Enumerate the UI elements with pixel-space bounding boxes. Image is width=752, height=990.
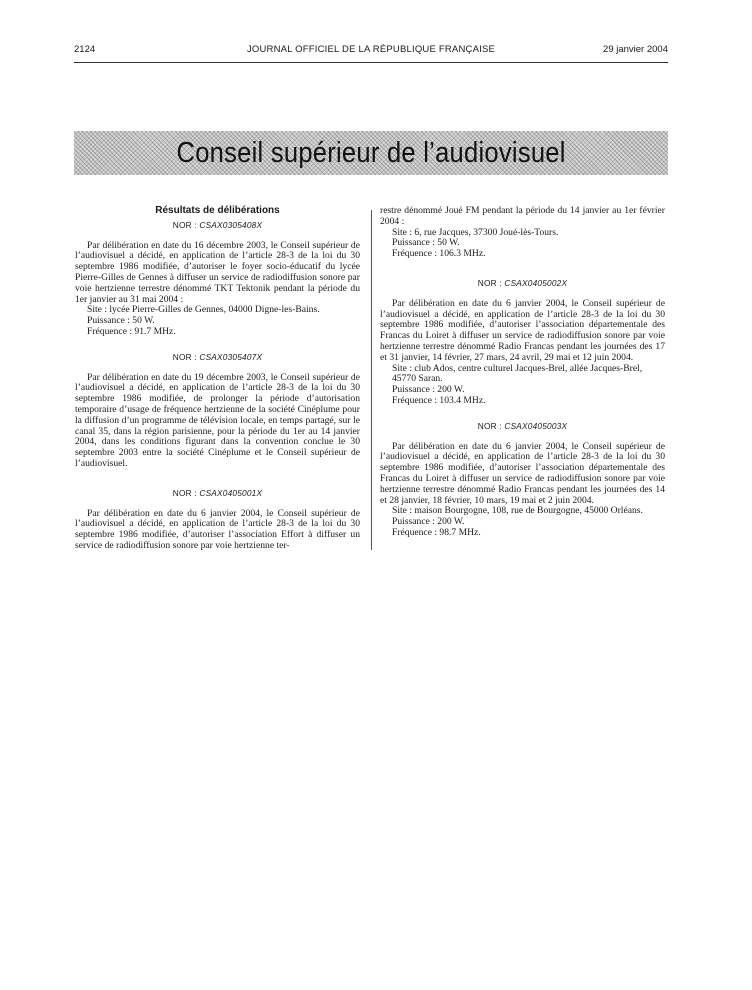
continued-paragraph: restre dénommé Joué FM pendant la période du 14 janvier au 1er février 2004 : [380, 205, 665, 227]
nor-code: CSAX0405001X [199, 487, 263, 498]
nor-code: CSAX0405003X [504, 420, 568, 431]
nor-reference [75, 220, 360, 231]
power-line: Puissance : 200 W. [392, 384, 465, 396]
nor-label: NOR : [172, 351, 197, 362]
deliberation-paragraph: Par délibération en date du 19 décembre 2003, le Conseil supérieur de l’audiovisuel a décidé, en application de l’article 28-3 de la loi du 30 septembre 1986 modifiée, de prolonger la période d’autorisation temporaire d’usage de fréquence hertzienne de la société Cinéplume pour la diffusion d’un programme de télévision locale, en temps partagé, sur le canal 35, dans la région parisienne, pour la période du 1er au 14 janvier 2004, dans les conditions figurant dans la convention conclue le 30 septembre 2003 entre la société Cinéplume et le Conseil supérieur de l’audiovisuel. [75, 371, 360, 469]
section-banner [74, 131, 668, 175]
nor-reference [380, 278, 665, 289]
page-number: 2124 [74, 44, 96, 55]
nor-reference [75, 488, 360, 499]
frequency-line: Fréquence : 98.7 MHz. [392, 526, 481, 538]
nor-reference [75, 352, 360, 363]
site-line: Site : maison Bourgogne, 108, rue de Bourgogne, 45000 Orléans. [392, 505, 643, 517]
nor-code: CSAX0405002X [504, 277, 568, 288]
site-line: Site : lycée Pierre-Gilles de Gennes, 04000 Digne-les-Bains. [87, 304, 320, 316]
power-line: Puissance : 200 W. [392, 516, 465, 528]
deliberation-paragraph: Par délibération en date du 6 janvier 2004, le Conseil supérieur de l’audiovisuel a décidé, en application de l’article 28-3 de la loi du 30 septembre 1986 modifiée, d’autoriser l’association départementale des Francas du Loiret à diffuser un service de radiodiffusion sonore par voie hertzienne terrestre dénommé Radio Francas pendant les journées des 14 et 28 janvier, 18 février, 10 mars, 19 mai et 2 juin 2004. [380, 440, 665, 506]
nor-code: CSAX0305408X [199, 219, 263, 230]
column-divider [371, 210, 372, 550]
deliberation-paragraph: Par délibération en date du 6 janvier 2004, le Conseil supérieur de l’audiovisuel a décidé, en application de l’article 28-3 de la loi du 30 septembre 1986 modifiée, d’autoriser l’association Effort à diffuser un service de radiodiffusion sonore par voie hertzienne ter- [75, 507, 360, 551]
nor-label: NOR : [172, 219, 197, 230]
nor-reference [380, 421, 665, 432]
nor-label: NOR : [477, 420, 502, 431]
nor-label: NOR : [477, 277, 502, 288]
power-line: Puissance : 50 W. [392, 237, 460, 249]
frequency-line: Fréquence : 91.7 MHz. [87, 325, 176, 337]
site-line: Site : club Ados, centre culturel Jacques-Brel, allée Jacques-Brel, 45770 Saran. [392, 362, 643, 385]
site-line: Site : 6, rue Jacques, 37300 Joué-lès-Tours. [392, 226, 559, 238]
header-rule [74, 62, 668, 63]
nor-label: NOR : [172, 487, 197, 498]
publication-date: 29 janvier 2004 [603, 44, 668, 55]
right-column [380, 206, 665, 539]
left-column [75, 206, 360, 552]
journal-title: JOURNAL OFFICIEL DE LA RÉPUBLIQUE FRANÇAISE [246, 44, 496, 55]
deliberation-paragraph: Par délibération en date du 6 janvier 2004, le Conseil supérieur de l’audiovisuel a décidé, en application de l’article 28-3 de la loi du 30 septembre 1986 modifiée, d’autoriser l’association départementale des Francas du Loiret à diffuser un service de radiodiffusion sonore par voie hertzienne terrestre dénommé Radio Francas pendant les journées des 17 et 31 janvier, 14 février, 27 mars, 24 avril, 29 mai et 12 juin 2004. [380, 297, 665, 363]
frequency-line: Fréquence : 103.4 MHz. [392, 394, 486, 406]
nor-code: CSAX0305407X [199, 351, 263, 362]
running-header [74, 44, 668, 60]
section-title: Résultats de délibérations [155, 205, 280, 216]
deliberation-paragraph: Par délibération en date du 16 décembre 2003, le Conseil supérieur de l’audiovisuel a décidé, en application de l’article 28-3 de la loi du 30 septembre 1986 modifiée, d’autoriser le foyer socio-éducatif du lycée Pierre-Gilles de Gennes à diffuser un service de radiodiffusion sonore par voie hertzienne terrestre dénommé TKT Tektonik pendant la période du 1er janvier au 31 mai 2004 : [75, 239, 360, 305]
power-line: Puissance : 50 W. [87, 315, 155, 327]
banner-title: Conseil supérieur de l’audiovisuel [176, 136, 566, 169]
frequency-line: Fréquence : 106.3 MHz. [392, 248, 486, 260]
